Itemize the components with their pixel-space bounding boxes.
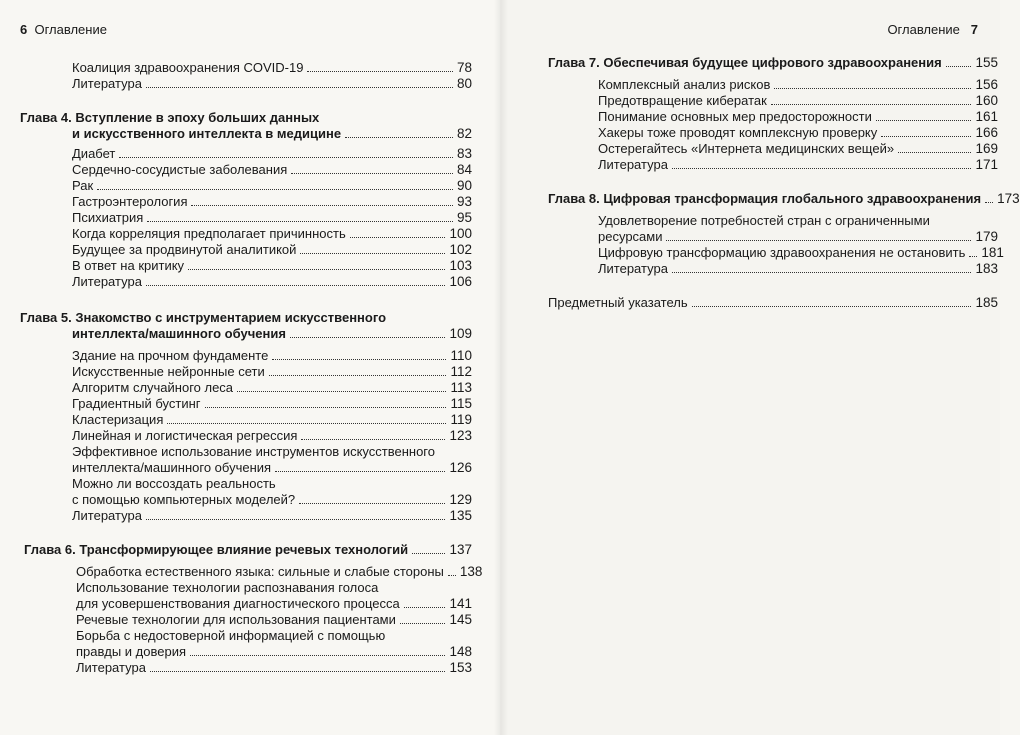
- toc-entry[interactable]: Когда корреляция предполагает причинность 100: [72, 226, 472, 241]
- toc-entry[interactable]: Цифровую трансформацию здравоохранения не остановить 181: [598, 245, 1004, 260]
- chapter-6-items: [76, 564, 483, 676]
- toc-entry[interactable]: Здание на прочном фундаменте 110: [72, 348, 472, 363]
- toc-entry[interactable]: Использование технологии распознавания голоса для усовершенствования диагностического процесса 141: [76, 580, 472, 611]
- toc-entry[interactable]: Литература 183: [598, 261, 998, 276]
- toc-entry[interactable]: Алгоритм случайного леса 113: [72, 380, 472, 395]
- left-running-header: [20, 22, 107, 37]
- toc-entry[interactable]: Понимание основных мер предосторожности 161: [598, 109, 998, 124]
- chapter-7-heading[interactable]: Глава 7. Обеспечивая будущее цифрового здравоохранения 155: [548, 55, 998, 70]
- right-toc: [548, 55, 1020, 311]
- chapter-5-items: [72, 348, 472, 524]
- toc-entry[interactable]: Искусственные нейронные сети 112: [72, 364, 472, 379]
- chapter-7-items: [598, 77, 998, 173]
- book-gutter: [494, 0, 508, 735]
- toc-entry[interactable]: В ответ на критику 103: [72, 258, 472, 273]
- toc-entry[interactable]: Коалиция здравоохранения COVID-19 78: [72, 60, 472, 75]
- toc-entry[interactable]: Остерегайтесь «Интернета медицинских вещей» 169: [598, 141, 998, 156]
- top-items: [72, 60, 472, 92]
- toc-entry[interactable]: Эффективное использование инструментов искусственного интеллекта/машинного обучения 126: [72, 444, 472, 475]
- toc-entry[interactable]: Комплексный анализ рисков 156: [598, 77, 998, 92]
- right-page-number: 7: [970, 22, 978, 37]
- toc-entry[interactable]: Линейная и логистическая регрессия 123: [72, 428, 472, 443]
- chapter-8-items: [598, 213, 1004, 277]
- toc-entry[interactable]: Литература 135: [72, 508, 472, 523]
- toc-entry[interactable]: Литература 171: [598, 157, 998, 172]
- chapter-4-items: [72, 146, 472, 290]
- toc-entry[interactable]: Литература 80: [72, 76, 472, 91]
- toc-entry[interactable]: Удовлетворение потребностей стран с ограниченными ресурсами 179: [598, 213, 998, 244]
- toc-entry[interactable]: Борьба с недостоверной информацией с помощью правды и доверия 148: [76, 628, 472, 659]
- chapter-4-heading[interactable]: Глава 4. Вступление в эпоху больших данных и искусственного интеллекта в медицине 82: [20, 110, 472, 141]
- toc-entry[interactable]: Психиатрия 95: [72, 210, 472, 225]
- toc-entry[interactable]: Градиентный бустинг 115: [72, 396, 472, 411]
- left-toc: [20, 60, 483, 676]
- chapter-8-heading[interactable]: Глава 8. Цифровая трансформация глобального здравоохранения 173: [548, 191, 1020, 206]
- chapter-5-heading[interactable]: Глава 5. Знакомство с инструментарием искусственного интеллекта/машинного обучения 109: [20, 310, 472, 341]
- toc-entry[interactable]: Сердечно-сосудистые заболевания 84: [72, 162, 472, 177]
- toc-entry[interactable]: Можно ли воссоздать реальность с помощью компьютерных моделей? 129: [72, 476, 472, 507]
- toc-entry[interactable]: Кластеризация 119: [72, 412, 472, 427]
- toc-entry[interactable]: Обработка естественного языка: сильные и слабые стороны 138: [76, 564, 483, 579]
- left-page-number: 6: [20, 22, 28, 37]
- index-entry[interactable]: Предметный указатель 185: [548, 295, 998, 310]
- toc-entry[interactable]: Речевые технологии для использования пациентами 145: [76, 612, 472, 627]
- toc-entry[interactable]: Гастроэнтерология 93: [72, 194, 472, 209]
- toc-entry[interactable]: Предотвращение кибератак 160: [598, 93, 998, 108]
- left-header-title: Оглавление: [34, 22, 107, 37]
- right-running-header: [887, 22, 978, 37]
- right-header-title: Оглавление: [887, 22, 960, 37]
- chapter-6-heading[interactable]: Глава 6. Трансформирующее влияние речевых технологий 137: [24, 542, 472, 557]
- toc-entry[interactable]: Диабет 83: [72, 146, 472, 161]
- toc-entry[interactable]: Рак 90: [72, 178, 472, 193]
- toc-entry[interactable]: Литература 153: [76, 660, 472, 675]
- toc-entry[interactable]: Литература 106: [72, 274, 472, 289]
- toc-entry[interactable]: Будущее за продвинутой аналитикой 102: [72, 242, 472, 257]
- toc-entry[interactable]: Хакеры тоже проводят комплексную проверку 166: [598, 125, 998, 140]
